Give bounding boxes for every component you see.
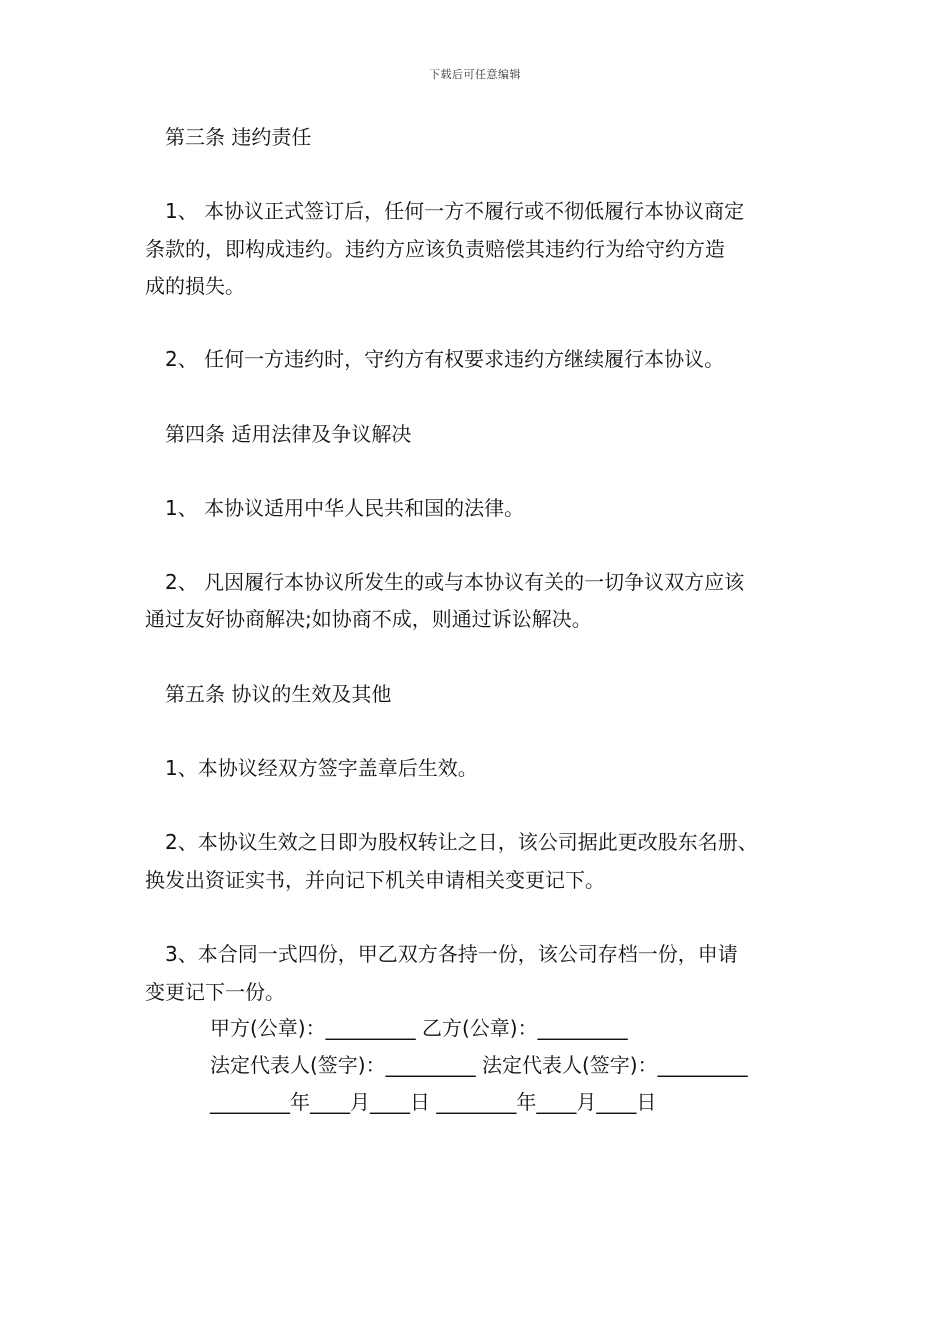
article-5-clause-3-line-1: 3、本合同一式四份，甲乙双方各持一份，该公司存档一份，申请 [165, 942, 738, 966]
article-5-clause-1: 1、本协议经双方签字盖章后生效。 [165, 756, 478, 780]
article-5-clause-3-line-2: 变更记下一份。 [145, 980, 285, 1004]
article-3-clause-1-line-2: 条款的，即构成违约。违约方应该负责赔偿其违约行为给守约方造 [145, 237, 725, 261]
article-3-clause-1-line-3: 成的损失。 [145, 274, 245, 298]
article-4-clause-2-line-1: 2、 凡因履行本协议所发生的或与本协议有关的一切争议双方应该 [165, 570, 745, 594]
article-3-title: 第三条 违约责任 [165, 125, 312, 149]
page-header: 下载后可任意编辑 [429, 68, 521, 81]
signature-party-seals: 甲方(公章)：_________ 乙方(公章)：_________ [210, 1016, 628, 1040]
article-3-clause-2: 2、 任何一方违约时，守约方有权要求违约方继续履行本协议。 [165, 347, 725, 371]
article-4-clause-1: 1、 本协议适用中华人民共和国的法律。 [165, 496, 525, 520]
article-5-clause-2-line-1: 2、本协议生效之日即为股权转让之日，该公司据此更改股东名册、 [165, 830, 758, 854]
article-5-clause-2-line-2: 换发出资证实书，并向记下机关申请相关变更记下。 [145, 868, 605, 892]
signature-legal-representatives: 法定代表人(签字)：_________ 法定代表人(签字)：_________ [210, 1053, 748, 1077]
article-3-clause-1-line-1: 1、 本协议正式签订后，任何一方不履行或不彻低履行本协议商定 [165, 199, 745, 223]
article-5-title: 第五条 协议的生效及其他 [165, 682, 392, 706]
article-4-title: 第四条 适用法律及争议解决 [165, 422, 412, 446]
signature-dates: ________年____月____日 ________年____月____日 [210, 1090, 657, 1114]
article-4-clause-2-line-2: 通过友好协商解决;如协商不成，则通过诉讼解决。 [145, 607, 592, 631]
